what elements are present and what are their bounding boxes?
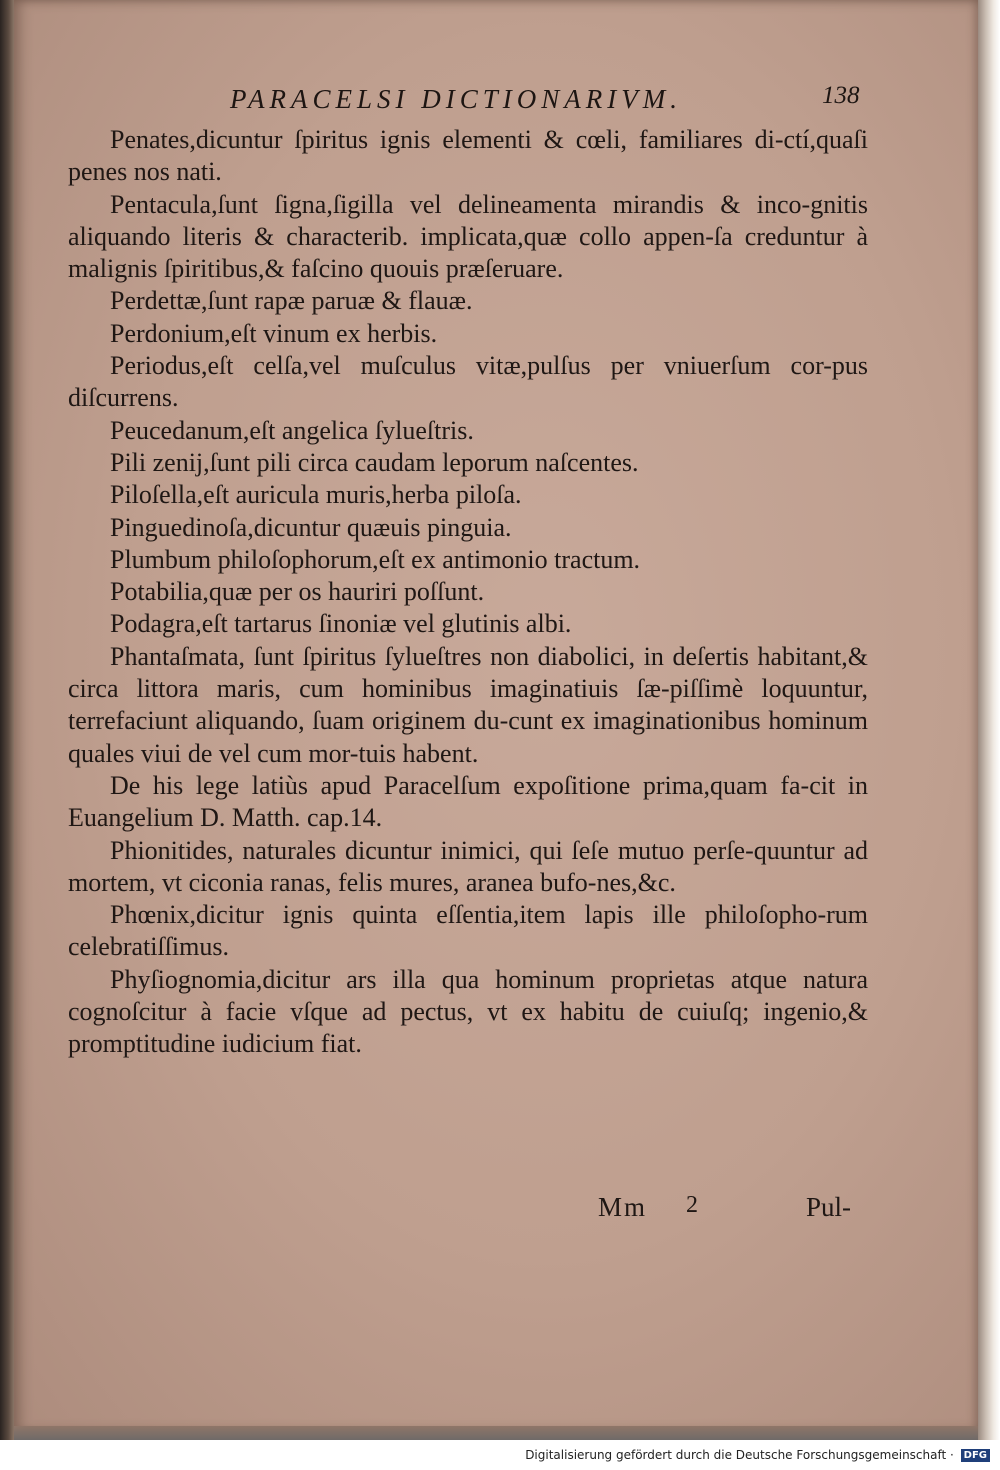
page-number: 138 <box>822 82 860 109</box>
entry-pilosella: Piloſella,eſt auricula muris,herba piloſa. <box>110 480 522 510</box>
catchword: Pul- <box>806 1192 852 1222</box>
entry-peucedanum: Peucedanum,eſt angelica ſylueſtris. <box>110 415 474 445</box>
entry-note-paracelsum: De his lege latiùs apud Paracelſum expoſitione prima,quam fa-cit in Euangelium D. Matth. cap.14. <box>68 770 868 833</box>
entry-perdonium: Perdonium,eſt vinum ex herbis. <box>110 318 438 348</box>
entry-perdettae: Perdettæ,ſunt rapæ paruæ & flauæ. <box>110 286 473 316</box>
dictionary-text <box>68 124 868 1061</box>
entry-plumbum: Plumbum philoſophorum,eſt ex antimonio tractum. <box>110 544 641 574</box>
entry-penates: Penates,dicuntur ſpiritus ignis elementi & cœli, familiares di-ctí,quaſi penes nos nati. <box>68 125 868 187</box>
entry-podagra: Podagra,eſt tartarus ſinoniæ vel glutinis albi. <box>110 609 572 639</box>
entry-physiognomia: Phyſiognomia,dicitur ars illa qua hominum proprietas atque natura cognoſcitur à facie vſque ad pectus, vt ex habitu de cuiuſq; ingenio,& promptitudine iudicium fiat. <box>68 964 868 1059</box>
book-spine <box>0 0 14 1440</box>
signature-mark: Mm <box>598 1192 648 1222</box>
entry-pinguedinosa: Pinguedinoſa,dicuntur quæuis pinguia. <box>110 512 512 542</box>
footer-text: Digitalisierung gefördert durch die Deutsche Forschungsgemeinschaft · <box>525 1448 954 1462</box>
entry-potabilia: Potabilia,quæ per os hauriri poſſunt. <box>110 577 485 607</box>
entry-pili-zenij: Pili zenij,ſunt pili circa caudam leporum naſcentes. <box>110 447 639 477</box>
page-edge <box>978 0 1000 1440</box>
entry-phantasmata: Phantaſmata, ſunt ſpiritus ſylueſtres non diabolici, in deſertis habitant,& circa littora maris, cum hominibus imaginatiuis ſæ-piſſimè loquuntur, terrefaciunt aliquando, ſuam originem du-cunt ex imaginationibus hominum quales viui de vel cum mor-tuis habent. <box>68 641 868 768</box>
entry-phionitides: Phionitides, naturales dicuntur inimici, qui ſeſe mutuo perſe-quuntur ad mortem, vt ciconia ranas, felis mures, aranea bufo-nes,&c. <box>68 835 868 897</box>
signature-number: 2 <box>686 1192 698 1218</box>
running-title: PARACELSI DICTIONARIVM. <box>230 84 682 114</box>
entry-phoenix: Phœnix,dicitur ignis quinta eſſentia,item lapis ille philoſopho-rum celebratiſſimus. <box>68 900 868 962</box>
page-bottom-shadow <box>14 1426 978 1440</box>
footer-credit <box>0 1448 990 1462</box>
dfg-logo: DFG <box>961 1449 990 1462</box>
entry-periodus: Periodus,eſt celſa,vel muſculus vitæ,pulſus per vniuerſum cor-pus diſcurrens. <box>68 351 868 413</box>
entry-pentacula: Pentacula,ſunt ſigna,ſigilla vel delineamenta mirandis & inco-gnitis aliquando literis & characterib. implicata,quæ collo appen-ſa creduntur à malignis ſpiritibus,& faſcino quouis præſeruare. <box>68 189 868 284</box>
